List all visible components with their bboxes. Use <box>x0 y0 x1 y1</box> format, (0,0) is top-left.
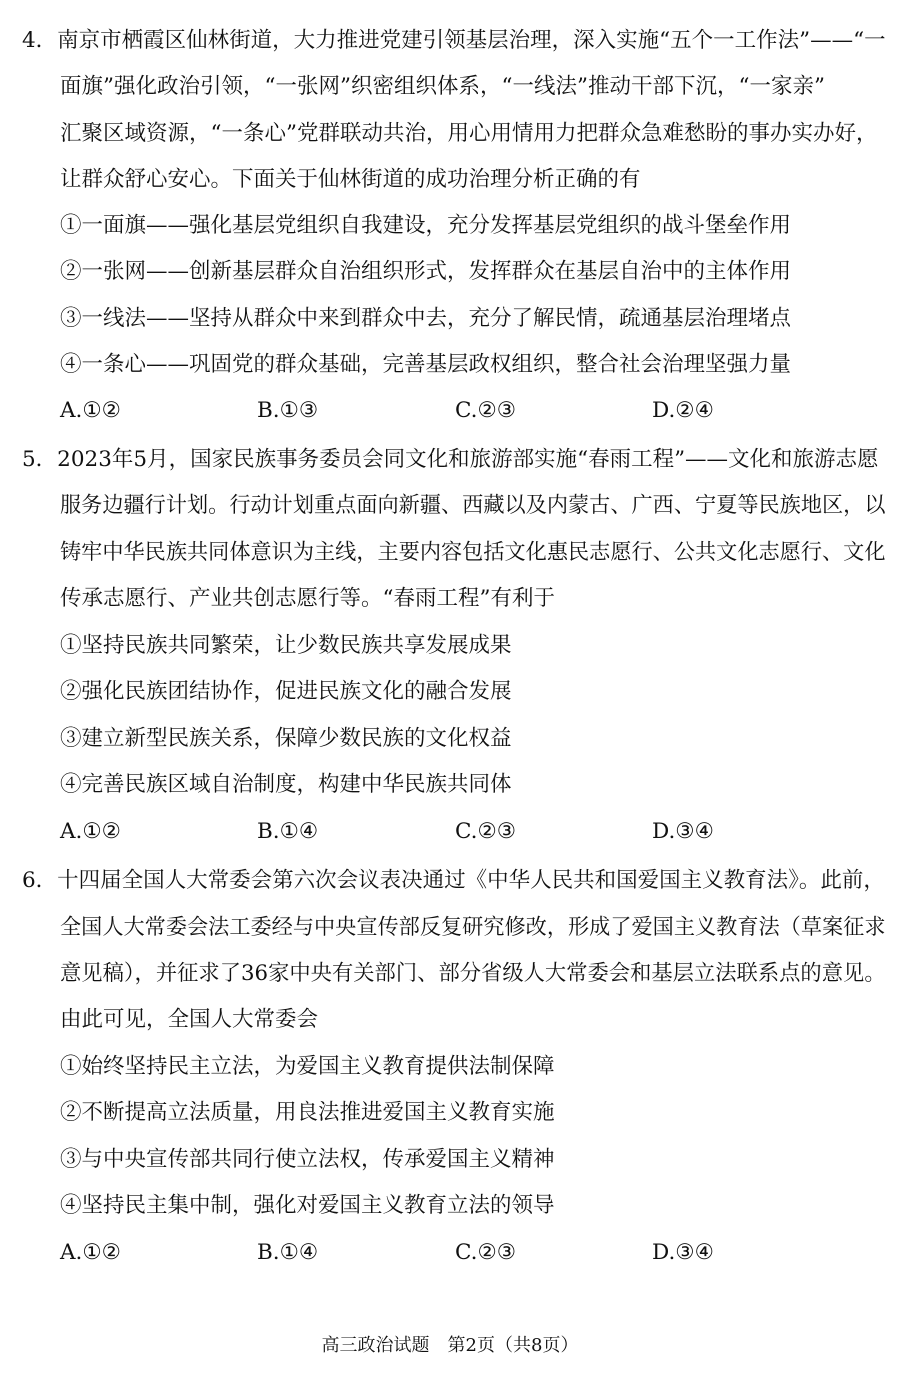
question-4-option-4: ④一条心——巩固党的群众基础，完善基层政权组织，整合社会治理坚强力量 <box>60 352 792 377</box>
question-5-stem-line-1: 5．2023年5月，国家民族事务委员会同文化和旅游部实施“春雨工程”——文化和旅游志愿 <box>22 447 879 472</box>
question-5-choice-d: D.③④ <box>652 819 714 844</box>
question-6-choice-b: B.①④ <box>257 1240 319 1265</box>
question-4-choice-c: C.②③ <box>455 398 517 423</box>
question-6-choice-a: A.①② <box>60 1240 121 1265</box>
question-5-stem-line-2: 服务边疆行计划。行动计划重点面向新疆、西藏以及内蒙古、广西、宁夏等民族地区，以 <box>60 493 886 518</box>
question-4-option-1: ①一面旗——强化基层党组织自我建设，充分发挥基层党组织的战斗堡垒作用 <box>60 213 792 238</box>
question-6-stem-line-4: 由此可见，全国人大常委会 <box>60 1007 319 1032</box>
question-4-stem-line-3: 汇聚区域资源，“一条心”党群联动共治，用心用情用力把群众急难愁盼的事办实办好， <box>60 121 878 146</box>
question-5-choice-a: A.①② <box>60 819 121 844</box>
question-5-choice-b: B.①④ <box>257 819 319 844</box>
question-5-stem-line-3: 铸牢中华民族共同体意识为主线，主要内容包括文化惠民志愿行、公共文化志愿行、文化 <box>60 540 886 565</box>
page-footer: 高三政治试题 第2页（共8页） <box>321 1335 579 1356</box>
question-4-choice-d: D.②④ <box>652 398 714 423</box>
question-4-stem-line-2: 面旗”强化政治引领，“一张网”织密组织体系，“一线法”推动干部下沉，“一家亲” <box>60 74 825 99</box>
question-4-stem-line-1: 4．南京市栖霞区仙林街道，大力推进党建引领基层治理，深入实施“五个一工作法”——“一 <box>22 28 886 53</box>
question-5-option-3: ③建立新型民族关系，保障少数民族的文化权益 <box>60 726 512 751</box>
question-4-option-3: ③一线法——坚持从群众中来到群众中去，充分了解民情，疏通基层治理堵点 <box>60 306 792 331</box>
question-5-option-1: ①坚持民族共同繁荣，让少数民族共享发展成果 <box>60 633 512 658</box>
question-5-option-2: ②强化民族团结协作，促进民族文化的融合发展 <box>60 679 512 704</box>
question-6-stem-line-3: 意见稿），并征求了36家中央有关部门、部分省级人大常委会和基层立法联系点的意见。 <box>60 961 886 986</box>
question-6-option-1: ①始终坚持民主立法，为爱国主义教育提供法制保障 <box>60 1054 555 1079</box>
question-6-option-2: ②不断提高立法质量，用良法推进爱国主义教育实施 <box>60 1100 555 1125</box>
question-6-choice-c: C.②③ <box>455 1240 517 1265</box>
question-6-option-4: ④坚持民主集中制，强化对爱国主义教育立法的领导 <box>60 1193 555 1218</box>
question-5-stem-line-4: 传承志愿行、产业共创志愿行等。“春雨工程”有利于 <box>60 586 555 611</box>
question-4-option-2: ②一张网——创新基层群众自治组织形式，发挥群众在基层自治中的主体作用 <box>60 259 792 284</box>
question-4-choice-a: A.①② <box>60 398 121 423</box>
question-6-stem-line-2: 全国人大常委会法工委经与中央宣传部反复研究修改，形成了爱国主义教育法（草案征求 <box>60 915 886 940</box>
question-4-stem-line-4: 让群众舒心安心。下面关于仙林街道的成功治理分析正确的有 <box>60 167 641 192</box>
question-6-option-3: ③与中央宣传部共同行使立法权，传承爱国主义精神 <box>60 1147 555 1172</box>
question-4-choice-b: B.①③ <box>257 398 319 423</box>
question-5-choice-c: C.②③ <box>455 819 517 844</box>
question-6-stem-line-1: 6．十四届全国人大常委会第六次会议表决通过《中华人民共和国爱国主义教育法》。此前， <box>22 868 885 893</box>
question-6-choice-d: D.③④ <box>652 1240 714 1265</box>
question-5-option-4: ④完善民族区域自治制度，构建中华民族共同体 <box>60 772 512 797</box>
